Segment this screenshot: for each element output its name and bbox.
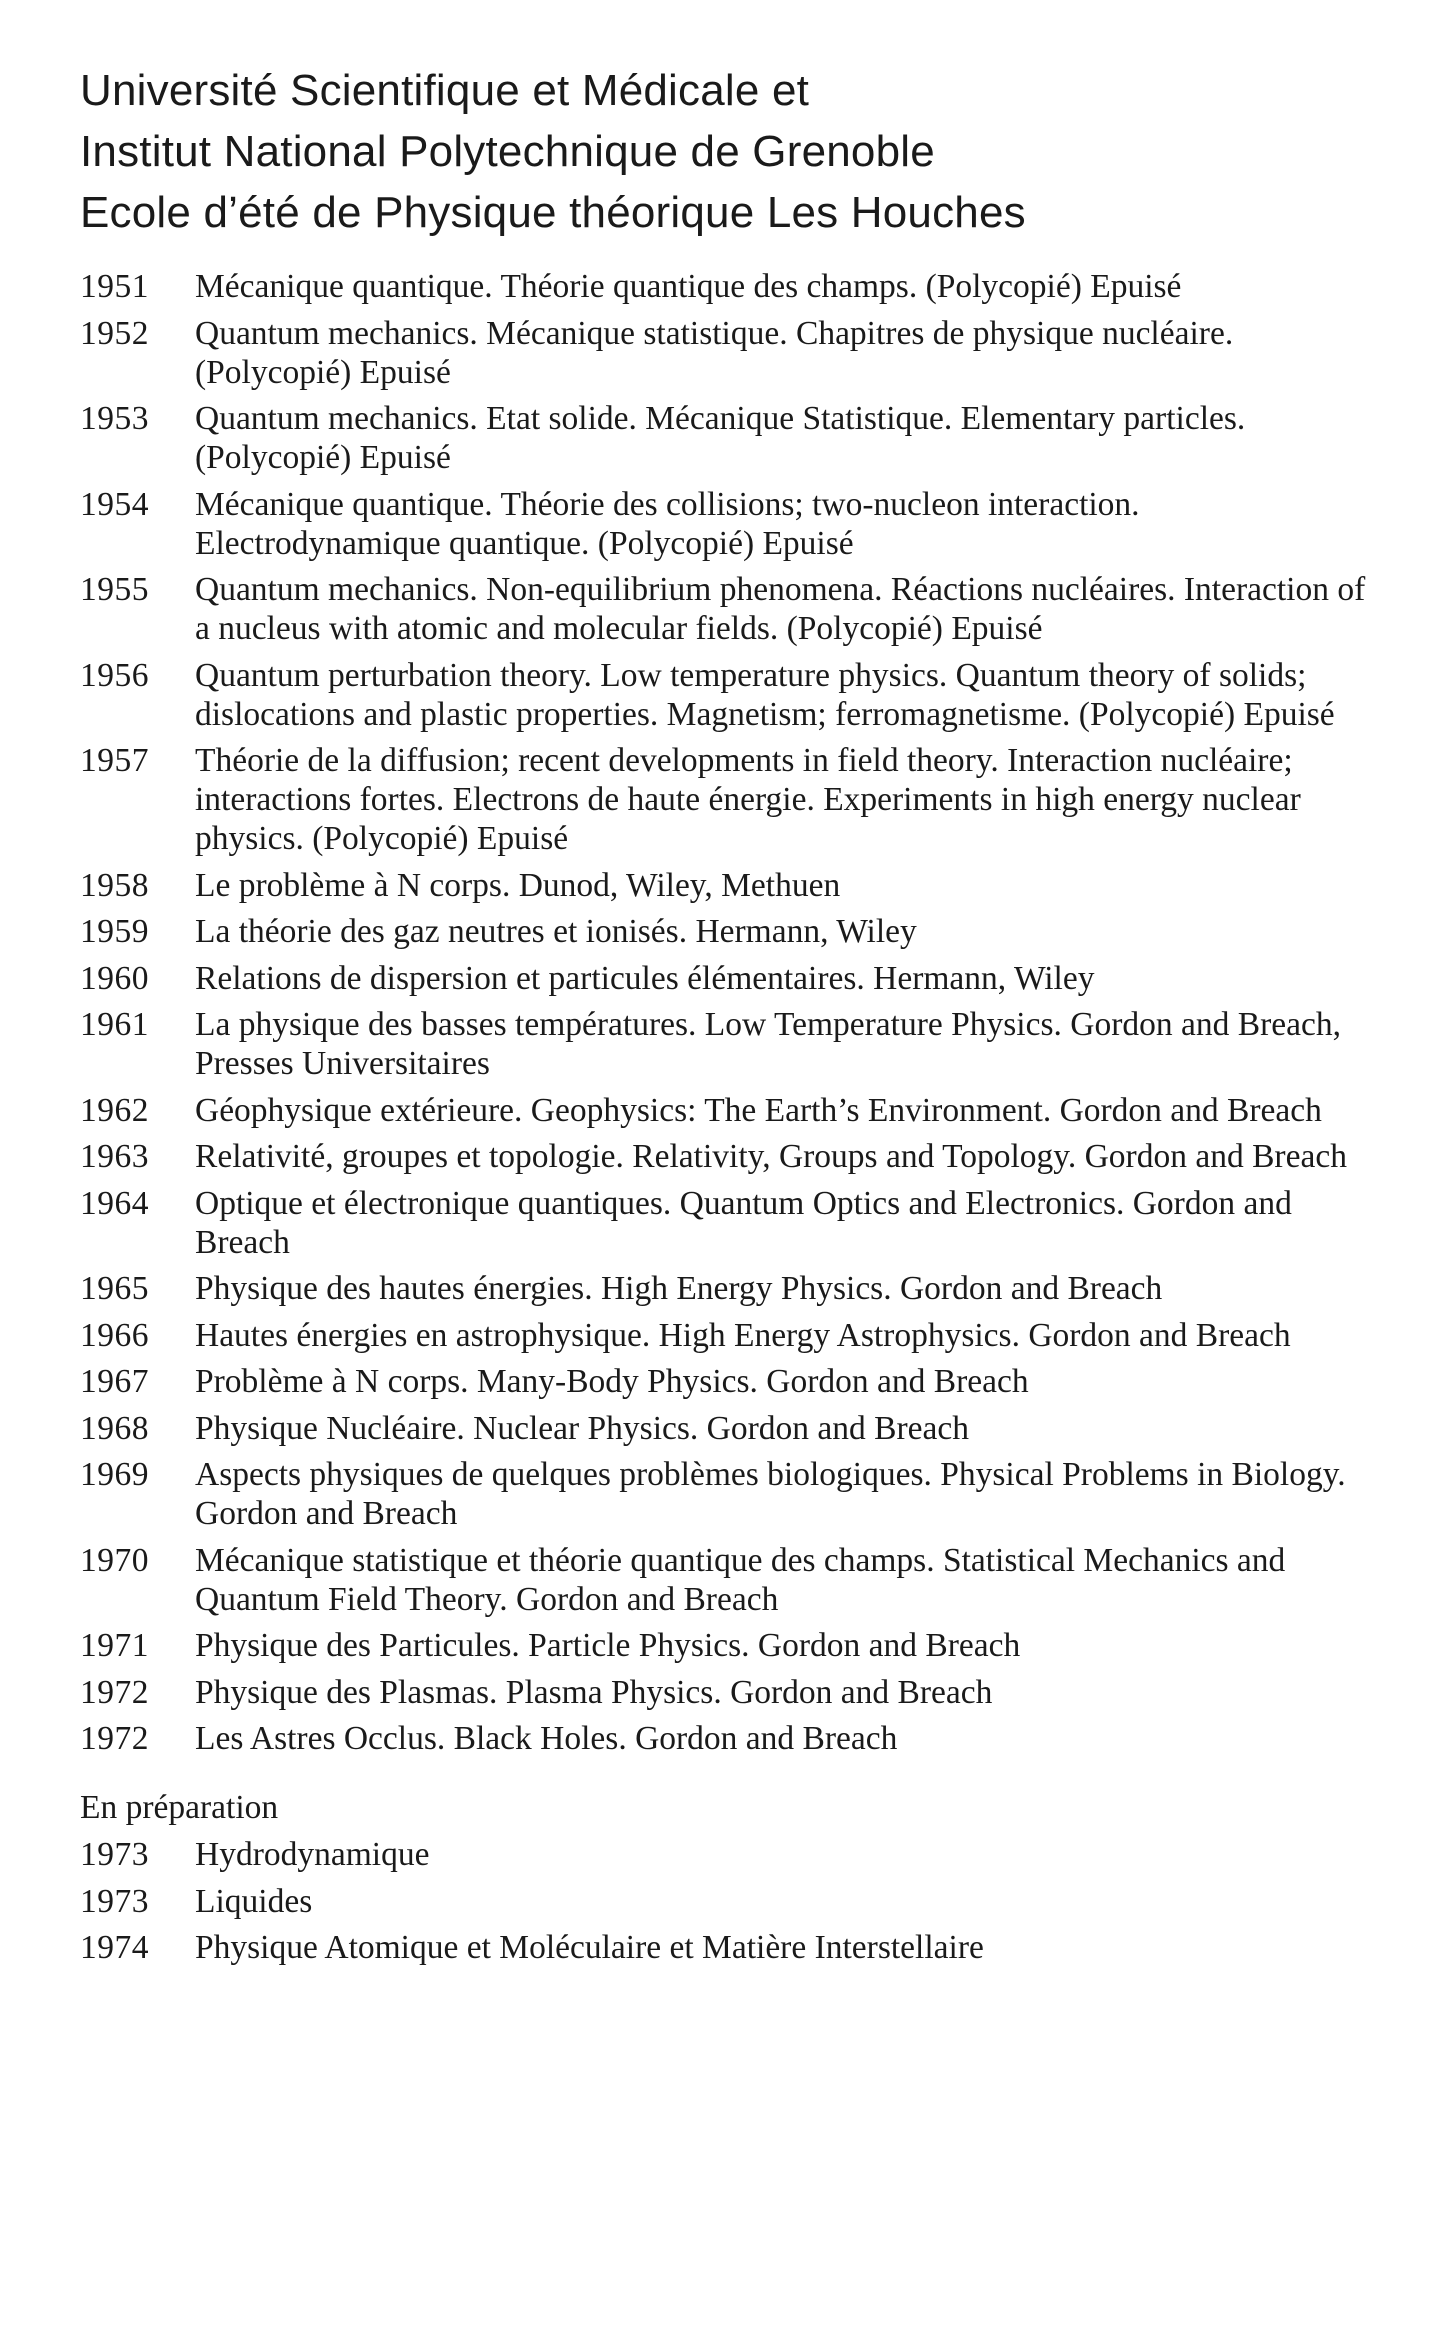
list-item xyxy=(80,570,1400,648)
entry-year: 1971 xyxy=(80,1627,149,1664)
entry-year: 1964 xyxy=(80,1184,149,1222)
entry-text: Physique des Plasmas. Plasma Physics. Gordon and Breach xyxy=(195,1673,993,1711)
list-item xyxy=(80,1316,1400,1355)
entry-year: 1955 xyxy=(80,571,149,608)
entry-year: 1962 xyxy=(80,1091,149,1129)
entry-text: Quantum mechanics. Mécanique statistique. Chapitres de physique nucléaire. (Polycopié) Epuisé xyxy=(195,314,1234,391)
list-item xyxy=(80,1184,1400,1262)
entry-text: Géophysique extérieure. Geophysics: The Earth’s Environment. Gordon and Breach xyxy=(195,1091,1322,1129)
header-line: Institut National Polytechnique de Grenoble xyxy=(80,127,935,176)
document-page xyxy=(80,60,1400,1975)
entry-year: 1965 xyxy=(80,1270,149,1307)
entry-year: 1970 xyxy=(80,1541,149,1579)
entry-year: 1972 xyxy=(80,1673,149,1711)
entry-text: Physique Atomique et Moléculaire et Matière Interstellaire xyxy=(195,1929,984,1966)
entry-text: Relativité, groupes et topologie. Relativity, Groups and Topology. Gordon and Breach xyxy=(195,1138,1347,1175)
entry-year: 1974 xyxy=(80,1929,149,1966)
entry-text: Mécanique quantique. Théorie des collisions; two-nucleon interaction. Electrodynamique quantique. (Polycopié) Epuisé xyxy=(195,485,1140,562)
entry-year: 1954 xyxy=(80,485,149,523)
list-item xyxy=(80,399,1400,477)
list-item xyxy=(80,1455,1400,1533)
entry-year: 1968 xyxy=(80,1409,149,1447)
list-item xyxy=(80,1091,1400,1130)
list-item xyxy=(80,866,1400,905)
list-item xyxy=(80,1928,1400,1967)
list-item xyxy=(80,1673,1400,1712)
entry-text: Relations de dispersion et particules élémentaires. Hermann, Wiley xyxy=(195,959,1095,997)
entry-text: Quantum perturbation theory. Low temperature physics. Quantum theory of solids; dislocations and plastic properties. Magnetism; ferromagnetisme. (Polycopié) Epuisé xyxy=(195,656,1335,733)
entry-text: La physique des basses températures. Low Temperature Physics. Gordon and Breach, Presses Universitaires xyxy=(195,1006,1341,1082)
entry-year: 1952 xyxy=(80,314,149,352)
page-header xyxy=(80,60,1400,243)
list-item xyxy=(80,1835,1400,1874)
preparation-list xyxy=(80,1835,1400,1967)
header-line: Université Scientifique et Médicale et xyxy=(80,66,810,115)
entry-year: 1959 xyxy=(80,913,149,950)
entry-text: Aspects physiques de quelques problèmes biologiques. Physical Problems in Biology. Gordon and Breach xyxy=(195,1456,1346,1532)
entry-year: 1951 xyxy=(80,268,149,305)
entry-year: 1973 xyxy=(80,1882,149,1920)
list-item xyxy=(80,314,1400,392)
entry-text: Physique Nucléaire. Nuclear Physics. Gordon and Breach xyxy=(195,1409,970,1447)
entry-text: La théorie des gaz neutres et ionisés. Hermann, Wiley xyxy=(195,913,917,950)
list-item xyxy=(80,1719,1400,1758)
list-item xyxy=(80,1005,1400,1083)
entry-text: Les Astres Occlus. Black Holes. Gordon and Breach xyxy=(195,1720,898,1757)
entry-text: Quantum mechanics. Non-equilibrium phenomena. Réactions nucléaires. Interaction of a nucleus with atomic and molecular fields. (Polycopié) Epuisé xyxy=(195,571,1366,647)
entry-text: Théorie de la diffusion; recent developments in field theory. Interaction nucléaire; interactions fortes. Electrons de haute énergie. Experiments in high energy nuclear physics. (Polycopié) Epuisé xyxy=(195,742,1301,857)
entry-year: 1956 xyxy=(80,656,149,694)
entry-year: 1958 xyxy=(80,866,149,904)
list-item xyxy=(80,1269,1400,1308)
entry-year: 1966 xyxy=(80,1316,149,1354)
entry-year: 1963 xyxy=(80,1138,149,1175)
entry-year: 1969 xyxy=(80,1456,149,1493)
entry-text: Mécanique statistique et théorie quantique des champs. Statistical Mechanics and Quantum Field Theory. Gordon and Breach xyxy=(195,1541,1286,1618)
entry-year: 1960 xyxy=(80,959,149,997)
preparation-heading: En préparation xyxy=(80,1789,279,1826)
list-item xyxy=(80,485,1400,563)
entry-year: 1967 xyxy=(80,1363,149,1400)
list-item xyxy=(80,959,1400,998)
list-item xyxy=(80,912,1400,951)
entry-text: Liquides xyxy=(195,1882,313,1920)
entry-text: Hautes énergies en astrophysique. High Energy Astrophysics. Gordon and Breach xyxy=(195,1316,1291,1354)
list-item xyxy=(80,741,1400,858)
list-item xyxy=(80,1626,1400,1665)
entry-text: Hydrodynamique xyxy=(195,1836,430,1873)
list-item xyxy=(80,1137,1400,1176)
entry-text: Physique des Particules. Particle Physics. Gordon and Breach xyxy=(195,1627,1021,1664)
entry-year: 1957 xyxy=(80,742,149,779)
entry-year: 1961 xyxy=(80,1006,149,1043)
entry-text: Le problème à N corps. Dunod, Wiley, Methuen xyxy=(195,866,841,904)
list-item xyxy=(80,1409,1400,1448)
publication-list xyxy=(80,267,1400,1758)
entry-text: Optique et électronique quantiques. Quantum Optics and Electronics. Gordon and Breach xyxy=(195,1184,1292,1261)
list-item xyxy=(80,267,1400,306)
list-item xyxy=(80,656,1400,734)
list-item xyxy=(80,1882,1400,1921)
entry-text: Quantum mechanics. Etat solide. Mécanique Statistique. Elementary particles. (Polycopié) Epuisé xyxy=(195,400,1246,476)
entry-text: Mécanique quantique. Théorie quantique des champs. (Polycopié) Epuisé xyxy=(195,268,1182,305)
header-line: Ecole d’été de Physique théorique Les Houches xyxy=(80,188,1026,237)
list-item xyxy=(80,1541,1400,1619)
entry-year: 1973 xyxy=(80,1836,149,1873)
list-item xyxy=(80,1362,1400,1401)
entry-year: 1972 xyxy=(80,1720,149,1757)
entry-text: Problème à N corps. Many-Body Physics. Gordon and Breach xyxy=(195,1363,1029,1400)
entry-year: 1953 xyxy=(80,400,149,437)
entry-text: Physique des hautes énergies. High Energy Physics. Gordon and Breach xyxy=(195,1270,1163,1307)
